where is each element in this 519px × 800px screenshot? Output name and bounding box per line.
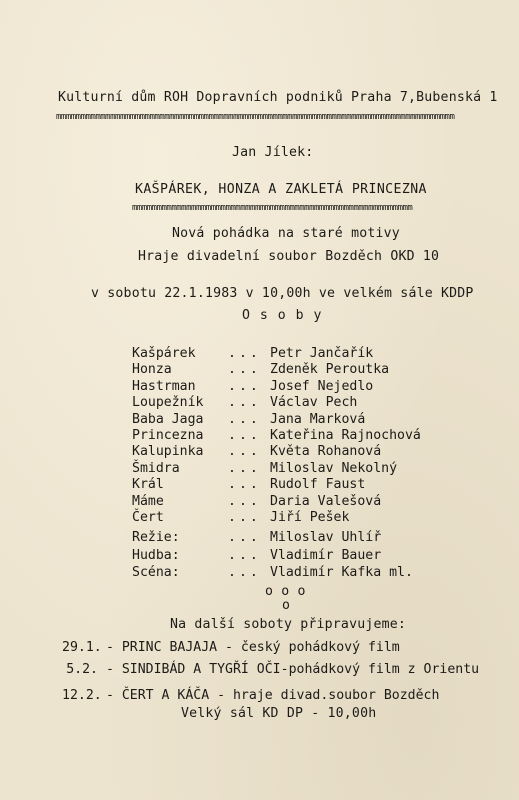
upcoming-date: 5.2. (66, 662, 98, 677)
performance-date: v sobotu 22.1.1983 v 10,00h ve velkém sále KDDP (91, 286, 474, 301)
cast-role: Šmidra (132, 460, 180, 476)
cast-actor: Rudolf Faust (270, 477, 366, 493)
performed-by: Hraje divadelní soubor Bozděch OKD 10 (138, 249, 440, 264)
crew-role: Režie: (132, 530, 180, 546)
cast-row (132, 346, 512, 362)
cast-role: Baba Jaga (132, 411, 204, 427)
cast-actor: Jana Marková (270, 411, 366, 427)
crew-member: Vladimír Bauer (270, 547, 382, 563)
cast-dots: ... (228, 444, 261, 460)
crew-row (132, 548, 512, 564)
separator-dots: o o o (265, 584, 306, 599)
cast-dots: ... (228, 395, 261, 411)
cast-actor: Daria Valešová (270, 493, 382, 509)
upcoming-date: 29.1. (62, 640, 102, 655)
cast-dots: ... (228, 346, 261, 361)
cast-dots: ... (228, 378, 261, 394)
upcoming-item (62, 688, 439, 703)
cast-role: Honza (132, 362, 172, 378)
title-underline: mmmmmmmmmmmmmmmmmmmmmmmmmmmmmmmmmmmmmmmmmmmmmmmmmmmmmmmmm (132, 203, 413, 213)
cast-role: Kalupinka (132, 444, 204, 460)
cast-dots: ... (228, 428, 261, 443)
cast-actor: Miloslav Nekolný (270, 460, 398, 476)
cast-role: Hastrman (132, 378, 196, 394)
cast-row (132, 362, 512, 378)
play-subtitle: Nová pohádka na staré motivy (172, 226, 400, 241)
crew-dots: ... (228, 530, 261, 546)
upcoming-heading: Na další soboty připravujeme: (170, 617, 407, 632)
play-author: Jan Jílek: (232, 145, 314, 160)
cast-row (132, 461, 512, 477)
upcoming-text: - PRINC BAJAJA - český pohádkový film (105, 640, 400, 655)
cast-dots: ... (228, 411, 261, 427)
cast-actor: Květa Rohanová (270, 444, 382, 460)
header-underline: mmmmmmmmmmmmmmmmmmmmmmmmmmmmmmmmmmmmmmmmmmmmmmmmmmmmmmmmmmmmmmmmmmmmmmmmmmmmmmmmm (56, 112, 455, 122)
crew-dots: ... (228, 565, 261, 581)
venue-header: Kulturní dům ROH Dopravních podniků Praha 7,Bubenská 1 (58, 90, 498, 105)
upcoming-item (62, 662, 479, 677)
cast-role: Kašpárek (132, 346, 196, 361)
crew-dots: ... (228, 547, 261, 563)
cast-actor: Kateřina Rajnochová (270, 428, 421, 443)
cast-role: Princezna (132, 428, 204, 443)
crew-role: Scéna: (132, 565, 180, 581)
upcoming-date: 12.2. (62, 688, 102, 703)
cast-role: Čert (132, 510, 164, 525)
cast-role: Loupežník (132, 395, 204, 411)
cast-role: Máme (132, 493, 164, 509)
cast-dots: ... (228, 510, 261, 525)
crew-row (132, 565, 512, 581)
cast-actor: Zdeněk Peroutka (270, 362, 390, 378)
cast-list (132, 346, 512, 586)
cast-actor: Petr Jančařík (270, 346, 374, 361)
cast-row (132, 379, 512, 395)
cast-role: Král (132, 477, 164, 493)
upcoming-item (62, 640, 400, 655)
cast-dots: ... (228, 493, 261, 509)
crew-member: Miloslav Uhlíř (270, 530, 382, 546)
cast-row (132, 444, 512, 460)
cast-row (132, 395, 512, 411)
cast-row (132, 494, 512, 510)
crew-row (132, 530, 512, 546)
cast-dots: ... (228, 460, 261, 476)
play-title: KAŠPÁREK, HONZA A ZAKLETÁ PRINCEZNA (135, 182, 427, 197)
cast-actor: Jiří Pešek (270, 510, 350, 525)
cast-row (132, 428, 512, 444)
cast-actor: Josef Nejedlo (270, 378, 374, 394)
cast-actor: Václav Pech (270, 395, 358, 411)
cast-row (132, 477, 512, 493)
crew-member: Vladimír Kafka ml. (270, 565, 413, 581)
cast-heading: O s o b y (242, 308, 323, 323)
cast-row (132, 510, 512, 526)
upcoming-last-line: Velký sál KD DP - 10,00h (181, 706, 377, 721)
separator-dot: o (282, 598, 291, 613)
cast-dots: ... (228, 477, 261, 493)
upcoming-text: - SINDIBÁD A TYGŘÍ OČI-pohádkový film z Orientu (105, 662, 480, 677)
crew-role: Hudba: (132, 547, 180, 563)
cast-row (132, 412, 512, 428)
upcoming-text: - ČERT A KÁČA - hraje divad.soubor Bozděch (105, 688, 440, 703)
cast-dots: ... (228, 362, 261, 378)
